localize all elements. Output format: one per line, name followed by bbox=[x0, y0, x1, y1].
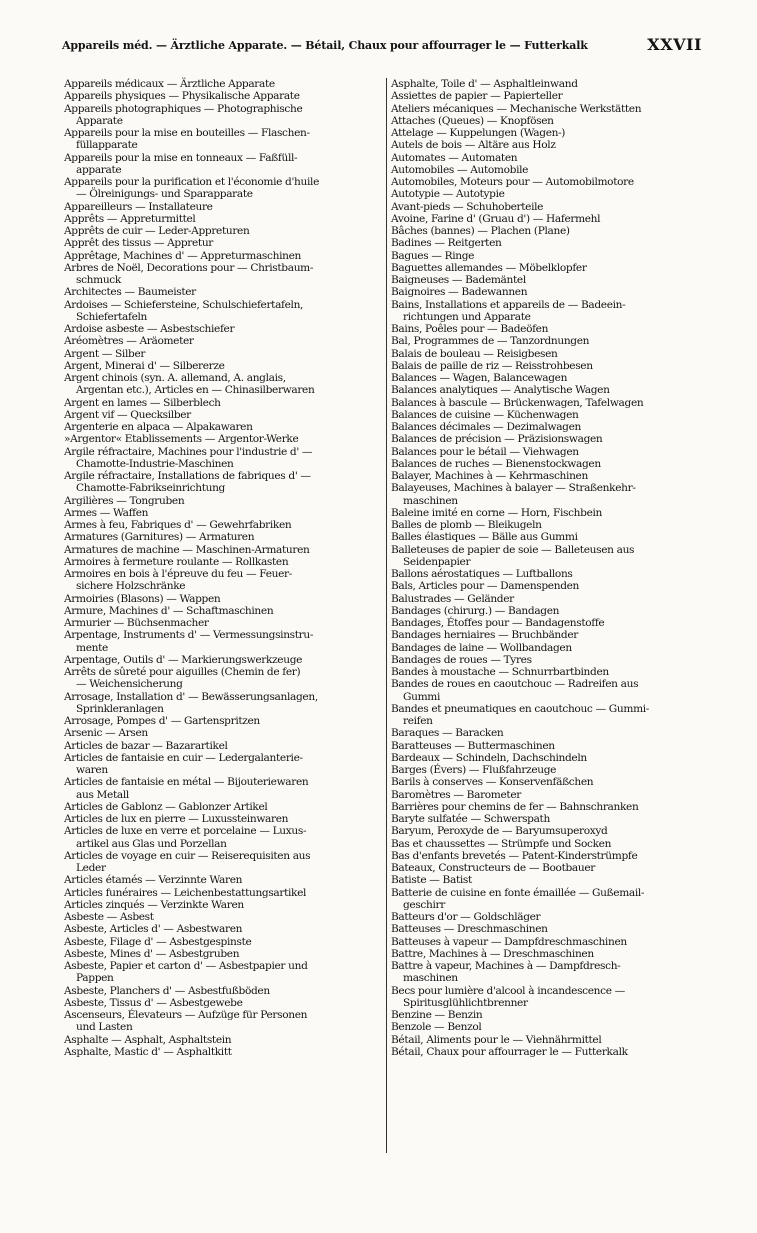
index-entry-line: Bas d'enfants brevetés — Patent-Kinderstrümpfe bbox=[391, 849, 638, 862]
index-entry-line: Balustrades — Geländer bbox=[391, 592, 514, 605]
index-entry-line: Batiste — Batist bbox=[391, 874, 472, 887]
index-entry-line: Appareils physiques — Physikalische Apparate bbox=[64, 90, 300, 103]
index-entry-line: Autotypie — Autotypie bbox=[391, 188, 505, 201]
index-entry-line: Bétail, Aliments pour le — Viehnährmittel bbox=[391, 1033, 602, 1046]
index-entry-line: Appareils médicaux — Ärztliche Apparate bbox=[64, 78, 275, 90]
index-entry-line: Articles de Gablonz — Gablonzer Artikel bbox=[64, 800, 268, 813]
index-entry-line: Arrosage, Pompes d' — Gartenspritzen bbox=[64, 715, 260, 727]
index-entry-line: richtungen und Apparate bbox=[403, 310, 531, 323]
index-entry-line: Apprêtage, Machines d' — Appreturmaschinen bbox=[64, 249, 301, 262]
index-entry-line: Bandes de roues en caoutchouc — Radreifen aus bbox=[391, 678, 639, 691]
index-entry-line: Automobiles — Automobile bbox=[391, 163, 529, 176]
index-entry-line: Balances de précision — Präzisionswagen bbox=[391, 433, 603, 446]
index-entry-line: maschinen bbox=[403, 972, 458, 985]
index-entry-line: Automates — Automaten bbox=[391, 151, 518, 164]
index-entry-line: aus Metall bbox=[76, 788, 129, 801]
index-entry-line: Seidenpapier bbox=[403, 555, 471, 568]
index-entry-line: Bandages (chirurg.) — Bandagen bbox=[391, 604, 560, 617]
index-entry-line: Articles de fantaisie en cuir — Ledergalanterie- bbox=[64, 751, 303, 764]
index-entry-line: Apprêts de cuir — Leder-Appreturen bbox=[64, 225, 250, 237]
index-entry-line: Bal, Programmes de — Tanzordnungen bbox=[391, 335, 590, 348]
index-entry-line: Baromètres — Barometer bbox=[391, 788, 521, 801]
index-entry-line: Articles de luxe en verre et porcelaine — Luxus- bbox=[64, 825, 307, 838]
index-entry-line: Argent chinois (syn. A. allemand, A. anglais, bbox=[64, 372, 286, 384]
index-entry-line: Schiefertafeln bbox=[76, 310, 147, 323]
index-entry-line: füllapparate bbox=[76, 139, 138, 152]
index-entry-line: Bandages de roues — Tyres bbox=[391, 653, 532, 666]
index-entry-line: Bagues — Ringe bbox=[391, 249, 475, 262]
index-entry-line: Armatures (Garnitures) — Armaturen bbox=[64, 531, 255, 544]
index-entry-line: Battre, Machines à — Dreschmaschinen bbox=[391, 947, 594, 960]
index-entry-line: Balances — Wagen, Balancewagen bbox=[391, 372, 568, 384]
index-entry-line: Ateliers mécaniques — Mechanische Werkstätten bbox=[391, 102, 642, 115]
index-entry-line: Appareils photographiques — Photographische bbox=[64, 102, 303, 115]
index-entry-line: Articles zinqués — Verzinkte Waren bbox=[64, 898, 244, 911]
index-entry-line: Argent en lames — Silberblech bbox=[64, 396, 221, 409]
index-entry-line: Ascenseurs, Élevateurs — Aufzüge für Personen bbox=[64, 1009, 308, 1021]
index-entry-line: Argile réfractaire, Machines pour l'industrie d' — bbox=[64, 445, 313, 458]
index-entry-line: Bardeaux — Schindeln, Dachschindeln bbox=[391, 751, 587, 764]
index-entry-line: Balleteuses de papier de soie — Balleteusen aus bbox=[391, 543, 635, 556]
index-entry-line: Batteuses à vapeur — Dampfdreschmaschinen bbox=[391, 935, 627, 948]
index-entry-line: Articles de voyage en cuir — Reiserequisiten aus bbox=[64, 849, 311, 862]
index-entry-line: Asbeste, Tissus d' — Asbestgewebe bbox=[64, 996, 243, 1009]
index-entry-line: apparate bbox=[76, 163, 122, 176]
index-entry-line: Balais de paille de riz — Reisstrohbesen bbox=[391, 359, 593, 372]
index-entry-line: Ballons aérostatiques — Luftballons bbox=[391, 568, 573, 580]
index-entry-line: Armoires à fermeture roulante — Rollkasten bbox=[64, 555, 289, 568]
index-entry-line: Avoine, Farine d' (Gruau d') — Hafermehl bbox=[391, 212, 601, 225]
index-entry-line: Pappen bbox=[76, 972, 114, 985]
index-entry-line: Chamotte-Fabrikseinrichtung bbox=[76, 482, 225, 495]
index-entry-line: Arsenic — Arsen bbox=[64, 727, 148, 740]
index-entry-line: Architectes — Baumeister bbox=[64, 286, 196, 299]
index-entry-line: schmuck bbox=[76, 274, 121, 286]
index-entry-line: Asbeste, Papier et carton d' — Asbestpapier und bbox=[64, 960, 308, 972]
left-column bbox=[64, 78, 376, 1058]
index-entry-line: Benzine — Benzin bbox=[391, 1009, 483, 1021]
index-entry-line: Aréomètres — Aräometer bbox=[64, 335, 194, 348]
index-entry-line: Bétail, Chaux pour affourrager le — Futterkalk bbox=[391, 1045, 628, 1058]
index-entry-line: Balances à bascule — Brückenwagen, Tafelwagen bbox=[391, 396, 644, 409]
index-entry-line: Arbres de Noël, Decorations pour — Christbaum- bbox=[64, 261, 314, 274]
index-entry-line: Bandes et pneumatiques en caoutchouc — Gummi- bbox=[391, 702, 650, 715]
index-entry-line: Argile réfractaire, Installations de fabriques d' — bbox=[64, 470, 311, 482]
index-entry-line: Balances décimales — Dezimalwagen bbox=[391, 421, 581, 433]
index-entry-line: Barils à conserves — Konservenfäßchen bbox=[391, 776, 594, 789]
index-entry-line: Barges (Évers) — Flußfahrzeuge bbox=[391, 764, 557, 776]
index-entry-line: Apprêt des tissus — Appretur bbox=[64, 237, 214, 250]
index-entry-line: Asbeste, Filage d' — Asbestgespinste bbox=[64, 935, 252, 948]
index-entry-line: Armes à feu, Fabriques d' — Gewehrfabriken bbox=[64, 519, 292, 531]
index-entry-line: Asphalte — Asphalt, Asphaltstein bbox=[64, 1033, 232, 1046]
index-entry-line: Badines — Reitgerten bbox=[391, 237, 502, 250]
index-entry-line: Avant-pieds — Schuhoberteile bbox=[391, 200, 544, 213]
index-entry-line: Attaches (Queues) — Knopfösen bbox=[391, 114, 554, 127]
index-entry-line: Balles élastiques — Bälle aus Gummi bbox=[391, 531, 578, 544]
index-entry-line: Bandages, Étoffes pour — Bandagenstoffe bbox=[391, 617, 605, 629]
index-entry-line: Baleine imité en corne — Horn, Fischbein bbox=[391, 506, 603, 519]
index-entry-line: Asbeste — Asbest bbox=[64, 911, 154, 923]
index-entry-line: Bâches (bannes) — Plachen (Plane) bbox=[391, 225, 570, 237]
index-entry-line: Asbeste, Planchers d' — Asbestfußböden bbox=[64, 984, 270, 997]
index-entry-line: Bains, Poêles pour — Badeöfen bbox=[391, 323, 549, 335]
index-entry-line: Appareils pour la purification et l'économie d'huile bbox=[64, 176, 319, 188]
index-entry-line: Bandes à moustache — Schnurrbartbinden bbox=[391, 666, 609, 678]
index-entry-line: — Weichensicherung bbox=[76, 678, 183, 691]
index-entry-line: Armes — Waffen bbox=[64, 506, 149, 519]
index-entry-line: Chamotte-Industrie-Maschinen bbox=[76, 457, 234, 470]
index-entry-line: Balances de cuisine — Küchenwagen bbox=[391, 408, 579, 421]
index-entry-line: Ardoise asbeste — Asbestschiefer bbox=[64, 323, 235, 335]
index-entry-line: Battre à vapeur, Machines à — Dampfdresch- bbox=[391, 960, 621, 972]
index-entry-line: Articles funéraires — Leichenbestattungsartikel bbox=[64, 886, 307, 899]
index-entry-line: Armurier — Büchsenmacher bbox=[64, 617, 209, 629]
index-entry-line: Bateaux, Constructeurs de — Bootbauer bbox=[391, 862, 595, 874]
index-entry-line: Gummi bbox=[403, 690, 441, 703]
index-entry-line: Baguettes allemandes — Möbelklopfer bbox=[391, 261, 587, 274]
index-entry-line: Automobiles, Moteurs pour — Automobilmotore bbox=[391, 176, 634, 188]
index-entry-line: Balances de ruches — Bienenstockwagen bbox=[391, 457, 601, 470]
index-entry-line: Articles étamés — Verzinnte Waren bbox=[64, 874, 243, 887]
index-entry-line: — Ölreinigungs- und Sparapparate bbox=[76, 188, 253, 201]
index-entry-line: sichere Holzschränke bbox=[76, 580, 186, 593]
index-entry-line: und Lasten bbox=[76, 1021, 133, 1034]
index-entry-line: reifen bbox=[403, 715, 433, 727]
index-entry-line: Sprinkleranlagen bbox=[76, 702, 164, 715]
index-entry-line: Appareils pour la mise en bouteilles — Flaschen- bbox=[64, 127, 310, 139]
index-entry-line: Apparate bbox=[76, 114, 123, 127]
index-entry-line: Baryte sulfatée — Schwerspath bbox=[391, 813, 550, 825]
index-entry-line: Armoiries (Blasons) — Wappen bbox=[64, 592, 221, 605]
index-entry-line: mente bbox=[76, 641, 108, 654]
index-entry-line: Apprêts — Appreturmittel bbox=[64, 212, 196, 225]
index-entry-line: Baryum, Peroxyde de — Baryumsuperoxyd bbox=[391, 825, 608, 838]
page-number: XXVII bbox=[647, 35, 702, 54]
index-entry-line: Argent — Silber bbox=[64, 347, 146, 360]
index-entry-line: Asbeste, Mines d' — Asbestgruben bbox=[64, 947, 240, 960]
index-entry-line: geschirr bbox=[403, 898, 445, 911]
index-entry-line: Argentan etc.), Articles en — Chinasilberwaren bbox=[76, 384, 315, 397]
index-entry-line: »Argentor« Etablissements — Argentor-Werke bbox=[64, 433, 299, 446]
index-entry-line: Baraques — Baracken bbox=[391, 727, 504, 740]
index-entry-line: Asbeste, Articles d' — Asbestwaren bbox=[64, 923, 243, 936]
index-entry-line: Balles de plomb — Bleikugeln bbox=[391, 519, 542, 531]
index-entry-line: Baignoires — Badewannen bbox=[391, 286, 528, 299]
index-entry-line: Arrosage, Installation d' — Bewässerungsanlagen, bbox=[64, 690, 318, 703]
index-entry-line: Bains, Installations et appareils de — Badeein- bbox=[391, 298, 626, 311]
index-entry-line: Becs pour lumière d'alcool à incandescence — bbox=[391, 984, 625, 997]
index-entry-line: Attelage — Kuppelungen (Wagen-) bbox=[391, 127, 566, 139]
index-entry-line: Baratteuses — Buttermaschinen bbox=[391, 739, 555, 752]
index-entry-line: maschinen bbox=[403, 494, 458, 507]
index-entry-line: Armoires en bois à l'épreuve du feu — Feuer- bbox=[64, 568, 292, 580]
index-entry-line: Batteuses — Dreschmaschinen bbox=[391, 923, 548, 936]
index-entry-line: waren bbox=[76, 764, 108, 776]
index-entry-line: Balayer, Machines à — Kehrmaschinen bbox=[391, 470, 588, 482]
index-entry-line: Balayeuses, Machines à balayer — Straßenkehr- bbox=[391, 482, 636, 495]
index-entry-line: Balances pour le bétail — Viehwagen bbox=[391, 445, 579, 458]
index-entry-line: Argenterie en alpaca — Alpakawaren bbox=[64, 421, 253, 433]
running-title: Appareils méd. — Ärztliche Apparate. — Bétail, Chaux pour affourrager le — Futterkalk bbox=[62, 39, 588, 52]
index-entry-line: Spiritusglühlichtbrenner bbox=[403, 996, 528, 1009]
index-entry-line: Articles de lux en pierre — Luxussteinwaren bbox=[64, 813, 289, 825]
index-entry-line: Articles de bazar — Bazarartikel bbox=[64, 739, 228, 752]
right-column bbox=[386, 78, 703, 1153]
index-entry-line: Asphalte, Toile d' — Asphaltleinwand bbox=[391, 78, 578, 90]
index-entry-line: Bas et chaussettes — Strümpfe und Socken bbox=[391, 837, 612, 850]
index-entry-line: Benzole — Benzol bbox=[391, 1021, 482, 1034]
index-entry-line: Armatures de machine — Maschinen-Armaturen bbox=[64, 543, 310, 556]
index-entry-line: Arrêts de sûreté pour aiguilles (Chemin de fer) bbox=[64, 666, 301, 678]
index-entry-line: Bandages de laine — Wollbandagen bbox=[391, 641, 572, 654]
index-entry-line: Articles de fantaisie en métal — Bijouteriewaren bbox=[64, 776, 309, 789]
index-entry-line: Argilières — Tongruben bbox=[64, 494, 185, 507]
index-entry-line: Appareils pour la mise en tonneaux — Faßfüll- bbox=[64, 151, 298, 164]
index-entry-line: Asphalte, Mastic d' — Asphaltkitt bbox=[64, 1045, 232, 1058]
index-entry-line: Barrières pour chemins de fer — Bahnschranken bbox=[391, 800, 639, 813]
index-entry-line: Ardoises — Schiefersteine, Schulschiefertafeln, bbox=[64, 298, 304, 311]
index-entry-line: Assiettes de papier — Papierteller bbox=[391, 90, 563, 103]
index-entry-line: Leder bbox=[76, 862, 106, 874]
index-entry-line: Arpentage, Instruments d' — Vermessungsinstru- bbox=[64, 629, 314, 642]
index-entry-line: Autels de bois — Altäre aus Holz bbox=[391, 139, 556, 152]
index-entry-line: Bals, Articles pour — Damenspenden bbox=[391, 580, 580, 593]
index-entry-line: Batteurs d'or — Goldschläger bbox=[391, 911, 541, 923]
index-entry-line: Argent, Minerai d' — Silbererze bbox=[64, 359, 225, 372]
index-entry-line: artikel aus Glas und Porzellan bbox=[76, 837, 227, 850]
index-entry-line: Armure, Machines d' — Schaftmaschinen bbox=[64, 604, 274, 617]
index-entry-line: Balais de bouleau — Reisigbesen bbox=[391, 347, 558, 360]
index-entry-line: Balances analytiques — Analytische Wagen bbox=[391, 384, 610, 397]
index-entry-line: Batterie de cuisine en fonte émaillée — Gußemail- bbox=[391, 886, 645, 899]
index-entry-line: Arpentage, Outils d' — Markierungswerkzeuge bbox=[64, 653, 303, 666]
index-entry-line: Baigneuses — Bademäntel bbox=[391, 274, 526, 286]
index-entry-line: Bandages herniaires — Bruchbänder bbox=[391, 629, 578, 642]
index-entry-line: Argent vif — Quecksilber bbox=[64, 408, 191, 421]
index-entry-line: Appareilleurs — Installateure bbox=[64, 200, 213, 213]
